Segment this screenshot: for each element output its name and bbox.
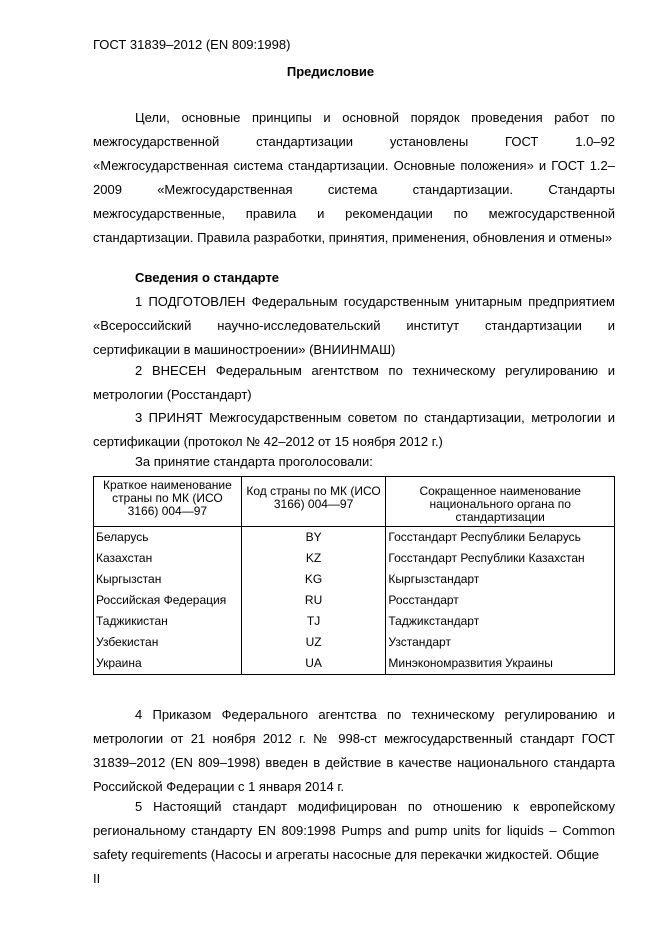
table-row xyxy=(94,632,615,653)
code-cell: KZ xyxy=(241,548,386,569)
country-cell: Казахстан xyxy=(94,548,242,569)
item-3: 3 ПРИНЯТ Межгосударственным советом по стандартизации, метрологии и сертификации (протокол № 42–2012 от 15 ноября 2012 г.) xyxy=(93,410,615,449)
body-cell: Таджикстандарт xyxy=(386,611,615,632)
header-country: Краткое наименование страны по МК (ИСО 3166) 004—97 xyxy=(94,477,242,527)
code-cell: UZ xyxy=(241,632,386,653)
page-header: ГОСТ 31839–2012 (EN 809:1998) xyxy=(93,37,291,52)
item-5: 5 Настоящий стандарт модифицирован по отношению к европейскому региональному стандарту EN 809:1998 Pumps and pump units for liquids – Common safety requirements (Насосы и агрегаты насосные для перекачки жидкостей. Общие xyxy=(93,799,615,862)
header-body: Сокращенное наименование национального органа по стандартизации xyxy=(386,477,615,527)
table-row xyxy=(94,527,615,549)
country-cell: Таджикистан xyxy=(94,611,242,632)
body-cell: Узстандарт xyxy=(386,632,615,653)
country-cell: Кыргызстан xyxy=(94,569,242,590)
code-cell: UA xyxy=(241,653,386,675)
table-row xyxy=(94,548,615,569)
voting-table xyxy=(93,476,615,675)
subheading: Сведения о стандарте xyxy=(135,270,280,285)
table-row xyxy=(94,569,615,590)
table-row xyxy=(94,590,615,611)
table-row xyxy=(94,653,615,675)
body-cell: Минэкономразвития Украины xyxy=(386,653,615,675)
code-cell: RU xyxy=(241,590,386,611)
country-cell: Беларусь xyxy=(94,527,242,549)
page-number: II xyxy=(93,871,101,886)
country-cell: Узбекистан xyxy=(94,632,242,653)
body-cell: Кыргызстандарт xyxy=(386,569,615,590)
item-4: 4 Приказом Федерального агентства по техническому регулированию и метрологии от 21 ноября 2012 г. № 998-ст межгосударственный стандарт ГОСТ 31839–2012 (EN 809–1998) введен в действие в качестве национального стандарта Российской Федерации с 1 января 2014 г. xyxy=(93,707,615,794)
table-header-row xyxy=(94,477,615,527)
body-cell: Госстандарт Республики Казахстан xyxy=(386,548,615,569)
code-cell: TJ xyxy=(241,611,386,632)
body-cell: Росстандарт xyxy=(386,590,615,611)
code-cell: KG xyxy=(241,569,386,590)
country-cell: Российская Федерация xyxy=(94,590,242,611)
item-2: 2 ВНЕСЕН Федеральным агентством по техническому регулированию и метрологии (Росстандарт) xyxy=(93,363,615,402)
table-row xyxy=(94,611,615,632)
header-code: Код страны по МК (ИСО 3166) 004—97 xyxy=(241,477,386,527)
page-title: Предисловие xyxy=(286,64,375,79)
country-cell: Украина xyxy=(94,653,242,675)
body-cell: Госстандарт Республики Беларусь xyxy=(386,527,615,549)
vote-intro: За принятие стандарта проголосовали: xyxy=(135,454,373,469)
intro-paragraph: Цели, основные принципы и основной порядок проведения работ по межгосударственной стандартизации установлены ГОСТ 1.0–92 «Межгосударственная система стандартизации. Основные положения» и ГОСТ 1.2–2009 «Межгосударственная система стандартизации. Стандарты межгосударственные, правила и рекомендации по межгосударственной стандартизации. Правила разработки, принятия, применения, обновления и отмены» xyxy=(93,110,615,245)
code-cell: BY xyxy=(241,527,386,549)
item-1: 1 ПОДГОТОВЛЕН Федеральным государственным унитарным предприятием «Всероссийский научно-исследовательский институт стандартизации и сертификации в машиностроении» (ВНИИНМАШ) xyxy=(93,294,615,357)
